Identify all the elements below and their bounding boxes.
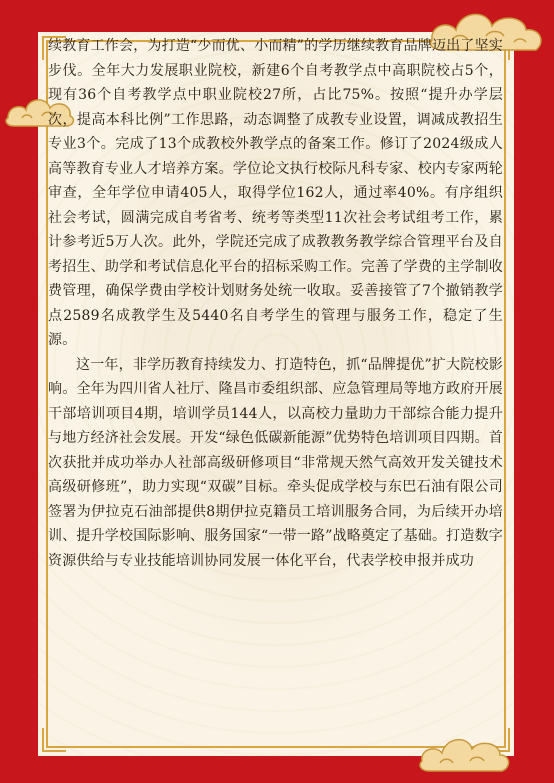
frame-corner-ornament: [42, 728, 66, 752]
document-body: [48, 34, 503, 573]
paragraph-1: 续教育工作会，为打造“少而优、小而精”的学历继续教育品牌迈出了坚实步伐。全年大力发展职业院校，新建6个自考教学点中高职院校占5个，现有36个自考教学点中职业院校27所，占比75%。按照“提升办学层次，提高本科比例”工作思路，动态调整了成教专业设置，调减成教招生专业3个。完成了13个成教校外教学点的备案工作。修订了2024级成人高等教育专业人才培养方案。学位论文执行校际凡科专家、校内专家两轮审查，全年学位申请405人，取得学位162人，通过率40%。有序组织社会考试，圆满完成自考省考、统考等类型11次社会考试组考工作，累计参考近5万人次。此外，学院还完成了成教教务教学综合管理平台及自考招生、助学和考试信息化平台的招标采购工作。完善了学费的主学制收费管理，确保学费由学校计划财务处统一收取。妥善接管了7个撤销教学点2589名成教学生及5440名自考学生的管理与服务工作，稳定了生源。: [48, 38, 503, 348]
paragraph-2: 这一年，非学历教育持续发力、打造特色，抓“品牌提优”扩大院校影响。全年为四川省人社厅、隆昌市委组织部、应急管理局等地方政府开展干部培训项目4期，培训学员144人，以高校力量助力干部综合能力提升与地方经济社会发展。开发“绿色低碳新能源”优势特色培训项目四期。首次获批并成功举办人社部高级研修项目“非常规天然气高效开发关键技术高级研修班”，助力实现“双碳”目标。牵头促成学校与东巴石油有限公司签署为伊拉克石油部提供8期伊拉克籍员工培训服务合同，为后续开办培训、提升学校国际影响、服务国家“一带一路”战略奠定了基础。打造数字资源供给与专业技能培训协同发展一体化平台，代表学校申报并成功: [48, 356, 503, 569]
cloud-ornament-icon: [414, 725, 514, 775]
